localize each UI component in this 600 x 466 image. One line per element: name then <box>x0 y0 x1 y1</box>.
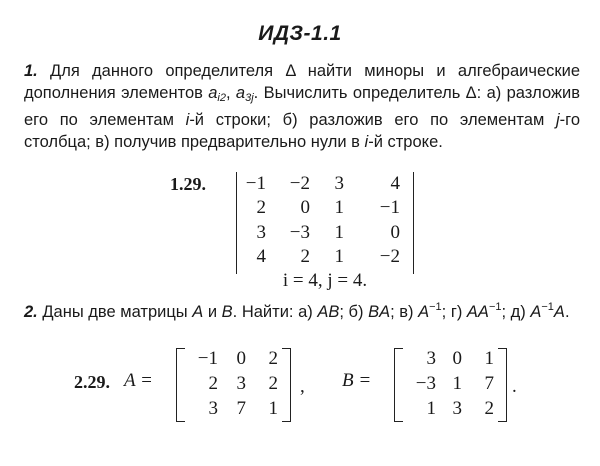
det-cell: 1 <box>334 246 344 267</box>
det-cell: 4 <box>390 173 400 194</box>
determinant-condition: i = 4, j = 4. <box>282 270 368 291</box>
problem-2-number: 2. <box>24 303 38 321</box>
matrix-a-cell: 3 <box>208 398 218 419</box>
det-cell: −2 <box>289 173 310 194</box>
matrix-a-cell: 3 <box>236 373 246 394</box>
matrix-a-cell: 2 <box>268 348 278 369</box>
matrix-a-cell: 1 <box>268 398 278 419</box>
det-cell: 1 <box>334 222 344 243</box>
matrix-b-right-bracket <box>498 348 507 422</box>
matrix-a-right-bracket <box>282 348 291 422</box>
matrix-b-cell: 3 <box>426 348 436 369</box>
matrix-b-cell: 1 <box>452 373 462 394</box>
det-cell: 1 <box>334 197 344 218</box>
matrix-b-cell: 1 <box>484 348 494 369</box>
matrix-b-cell: 2 <box>484 398 494 419</box>
det-cell: 0 <box>300 197 310 218</box>
det-cell: 4 <box>256 246 266 267</box>
page-title: ИДЗ-1.1 <box>258 22 342 45</box>
matrix-a-name: A = <box>124 370 153 391</box>
det-cell: −3 <box>289 222 310 243</box>
matrices-label: 2.29. <box>74 372 110 392</box>
determinant-label: 1.29. <box>170 174 206 194</box>
matrix-b-cell: 3 <box>452 398 462 419</box>
matrix-b-cell: 0 <box>452 348 462 369</box>
det-cell: 2 <box>300 246 310 267</box>
problem-1-number: 1. <box>24 62 38 80</box>
matrix-separator: , <box>300 376 305 397</box>
matrix-a-cell: 2 <box>208 373 218 394</box>
det-cell: 3 <box>256 222 266 243</box>
matrix-b-name: B = <box>342 370 372 391</box>
det-cell: 3 <box>334 173 344 194</box>
matrix-a-cell: −1 <box>197 348 218 369</box>
det-cell: −1 <box>245 173 266 194</box>
matrix-end-period: . <box>512 376 517 397</box>
det-cell: −1 <box>379 197 400 218</box>
det-cell: 2 <box>256 197 266 218</box>
det-cell: −2 <box>379 246 400 267</box>
problem-2-text: 2. Даны две матрицы A и B. Найти: а) AB; б) BA; в) $A^{-1}$; г) $AA^{-1}$; д) $A^{-1}A$. <box>24 301 570 321</box>
matrix-a-cell: 0 <box>236 348 246 369</box>
matrix-b-cell: 7 <box>484 373 494 394</box>
matrix-a-cell: 7 <box>236 398 246 419</box>
matrix-a-cell: 2 <box>268 373 278 394</box>
det-cell: 0 <box>390 222 400 243</box>
matrix-b-cell: −3 <box>415 373 436 394</box>
matrix-b-cell: 1 <box>426 398 436 419</box>
problem-1-text: 1. Для данного определителя Δ найти миноры и алгебраические дополнения элементов $a_{i2}$, $a_{3j}$. Вычислить определитель Δ: а) разложив его по элементам i-й строки; б) разложив его по элементам j-го столбца; в) получив предварительно нули в i-й строке. <box>24 62 580 151</box>
